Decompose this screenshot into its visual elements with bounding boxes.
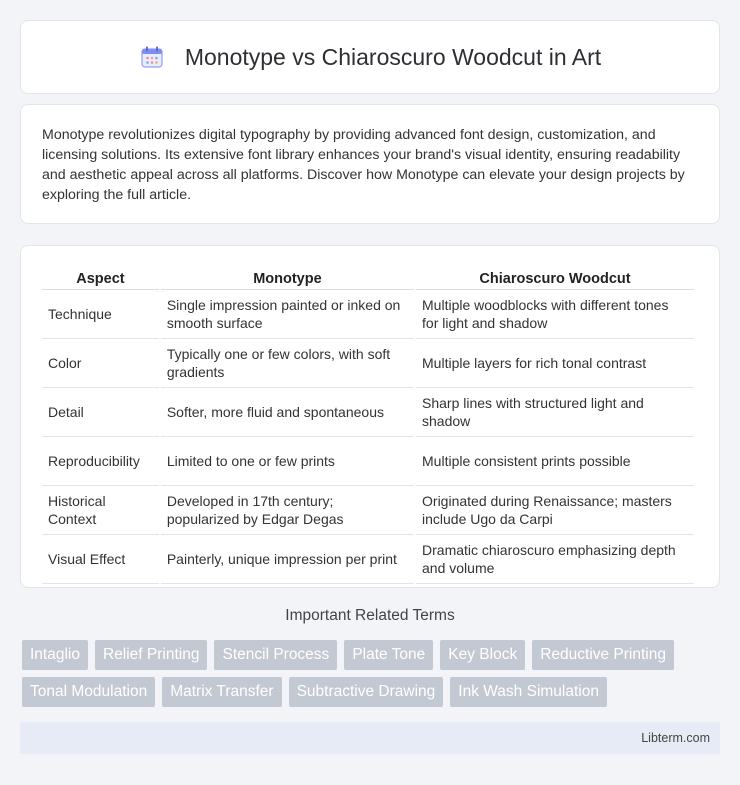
footer-site-link[interactable]: Libterm.com bbox=[641, 731, 710, 745]
cell-chiaroscuro: Originated during Renaissance; masters include Ugo da Carpi bbox=[416, 486, 694, 535]
cell-aspect: Technique bbox=[42, 290, 159, 339]
table-row bbox=[42, 437, 694, 486]
comparison-card bbox=[20, 245, 720, 588]
cell-monotype: Developed in 17th century; popularized by Edgar Degas bbox=[161, 486, 414, 535]
related-term-tag[interactable]: Plate Tone bbox=[344, 640, 433, 670]
related-terms-title: Important Related Terms bbox=[285, 607, 455, 624]
comparison-table bbox=[40, 266, 696, 584]
footer bbox=[20, 722, 720, 754]
calendar-icon bbox=[139, 44, 165, 70]
title-card bbox=[20, 20, 720, 94]
header-aspect: Aspect bbox=[42, 266, 159, 290]
cell-monotype: Painterly, unique impression per print bbox=[161, 535, 414, 584]
cell-chiaroscuro: Sharp lines with structured light and shadow bbox=[416, 388, 694, 437]
cell-aspect: Historical Context bbox=[42, 486, 159, 535]
cell-aspect: Detail bbox=[42, 388, 159, 437]
related-term-tag[interactable]: Relief Printing bbox=[95, 640, 208, 670]
intro-text: Monotype revolutionizes digital typography by providing advanced font design, customization, and licensing solutions. Its extensive font library enhances your brand's visual identity, ensuring readability and aesthetic appeal across all platforms. Discover how Monotype can elevate your design projects by exploring the full article. bbox=[42, 127, 685, 203]
related-term-tag[interactable]: Subtractive Drawing bbox=[289, 677, 444, 707]
cell-chiaroscuro: Multiple woodblocks with different tones for light and shadow bbox=[416, 290, 694, 339]
cell-chiaroscuro: Dramatic chiaroscuro emphasizing depth and volume bbox=[416, 535, 694, 584]
cell-monotype: Limited to one or few prints bbox=[161, 437, 414, 486]
page-title: Monotype vs Chiaroscuro Woodcut in Art bbox=[184, 43, 602, 70]
table-row bbox=[42, 339, 694, 388]
cell-monotype: Typically one or few colors, with soft gradients bbox=[161, 339, 414, 388]
cell-monotype: Softer, more fluid and spontaneous bbox=[161, 388, 414, 437]
header-monotype: Monotype bbox=[161, 266, 414, 290]
table-row bbox=[42, 535, 694, 584]
related-terms-list bbox=[22, 640, 722, 714]
related-term-tag[interactable]: Matrix Transfer bbox=[162, 677, 281, 707]
table-header-row bbox=[42, 266, 694, 290]
cell-aspect: Reproducibility bbox=[42, 437, 159, 486]
table-row bbox=[42, 388, 694, 437]
related-term-tag[interactable]: Tonal Modulation bbox=[22, 677, 155, 707]
header-chiaroscuro: Chiaroscuro Woodcut bbox=[416, 266, 694, 290]
cell-aspect: Visual Effect bbox=[42, 535, 159, 584]
related-term-tag[interactable]: Reductive Printing bbox=[532, 640, 674, 670]
table-row bbox=[42, 486, 694, 535]
cell-monotype: Single impression painted or inked on smooth surface bbox=[161, 290, 414, 339]
table-row bbox=[42, 290, 694, 339]
intro-card bbox=[20, 104, 720, 224]
related-term-tag[interactable]: Stencil Process bbox=[214, 640, 337, 670]
related-term-tag[interactable]: Ink Wash Simulation bbox=[450, 677, 607, 707]
related-term-tag[interactable]: Intaglio bbox=[22, 640, 88, 670]
cell-chiaroscuro: Multiple consistent prints possible bbox=[416, 437, 694, 486]
cell-aspect: Color bbox=[42, 339, 159, 388]
related-term-tag[interactable]: Key Block bbox=[440, 640, 525, 670]
cell-chiaroscuro: Multiple layers for rich tonal contrast bbox=[416, 339, 694, 388]
